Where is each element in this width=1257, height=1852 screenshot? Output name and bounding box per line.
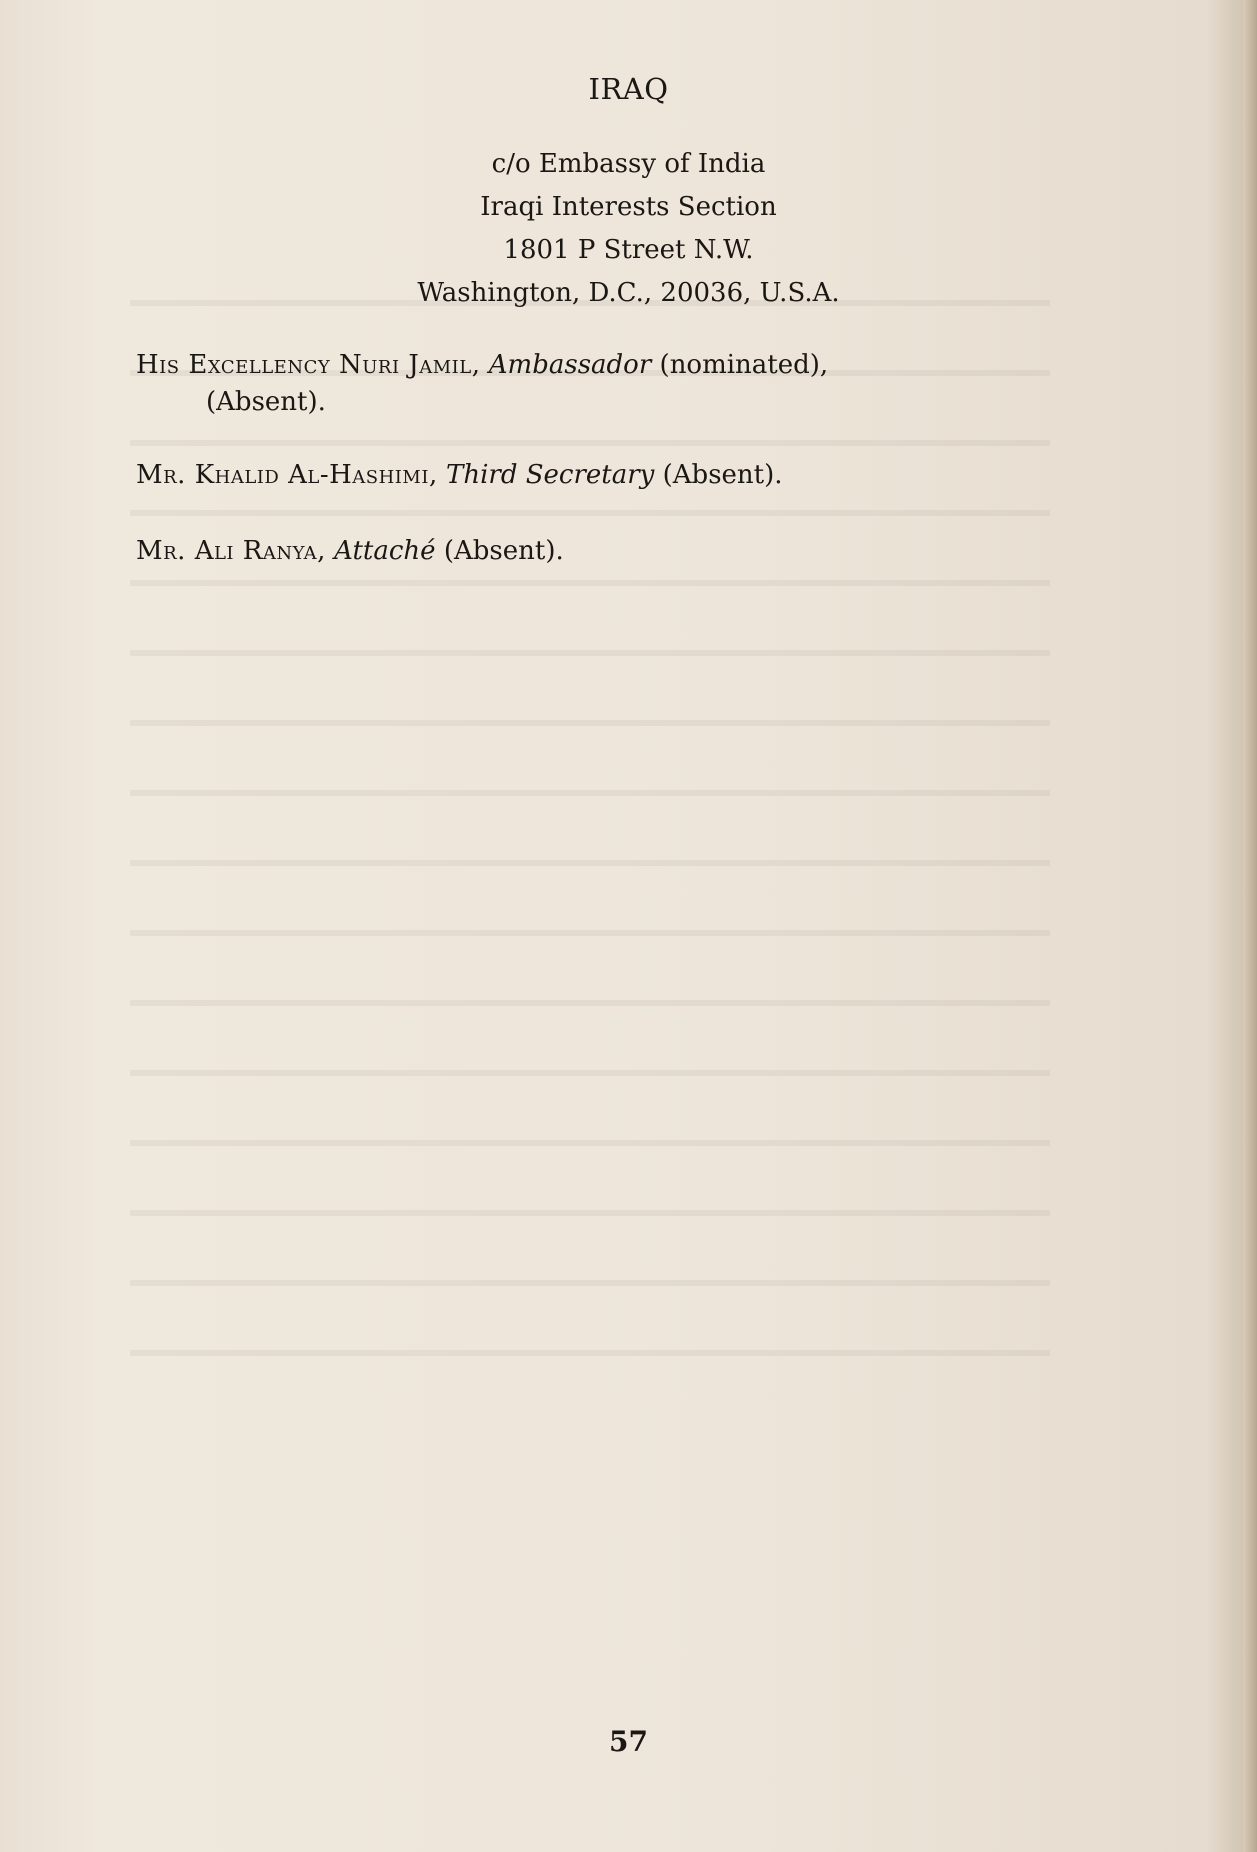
diplomat-note: (Absent). bbox=[443, 536, 564, 566]
diplomat-status: (Absent). bbox=[206, 387, 326, 417]
diplomat-title: Ambassador bbox=[488, 350, 652, 380]
diplomat-note: (nominated), bbox=[659, 350, 829, 380]
diplomat-name: Mr. Ali Ranya, bbox=[136, 536, 326, 566]
diplomat-title: Third Secretary bbox=[445, 460, 655, 490]
diplomat-entry bbox=[136, 347, 1056, 421]
address-line: Iraqi Interests Section bbox=[480, 192, 777, 222]
address-line: 1801 P Street N.W. bbox=[503, 235, 754, 265]
address-line: Washington, D.C., 20036, U.S.A. bbox=[417, 278, 840, 308]
embassy-address bbox=[0, 143, 1257, 315]
address-line: c/o Embassy of India bbox=[491, 149, 766, 179]
diplomat-entry bbox=[136, 457, 1056, 494]
diplomat-name: Mr. Khalid Al-Hashimi, bbox=[136, 460, 438, 490]
diplomat-title: Attaché bbox=[334, 536, 436, 566]
country-heading: IRAQ bbox=[588, 72, 669, 106]
diplomat-name: His Excellency Nuri Jamil, bbox=[136, 350, 481, 380]
show-through-texture bbox=[130, 260, 1050, 1360]
diplomat-note: (Absent). bbox=[662, 460, 783, 490]
diplomat-entry bbox=[136, 533, 1056, 570]
page-number: 57 bbox=[609, 1725, 648, 1758]
